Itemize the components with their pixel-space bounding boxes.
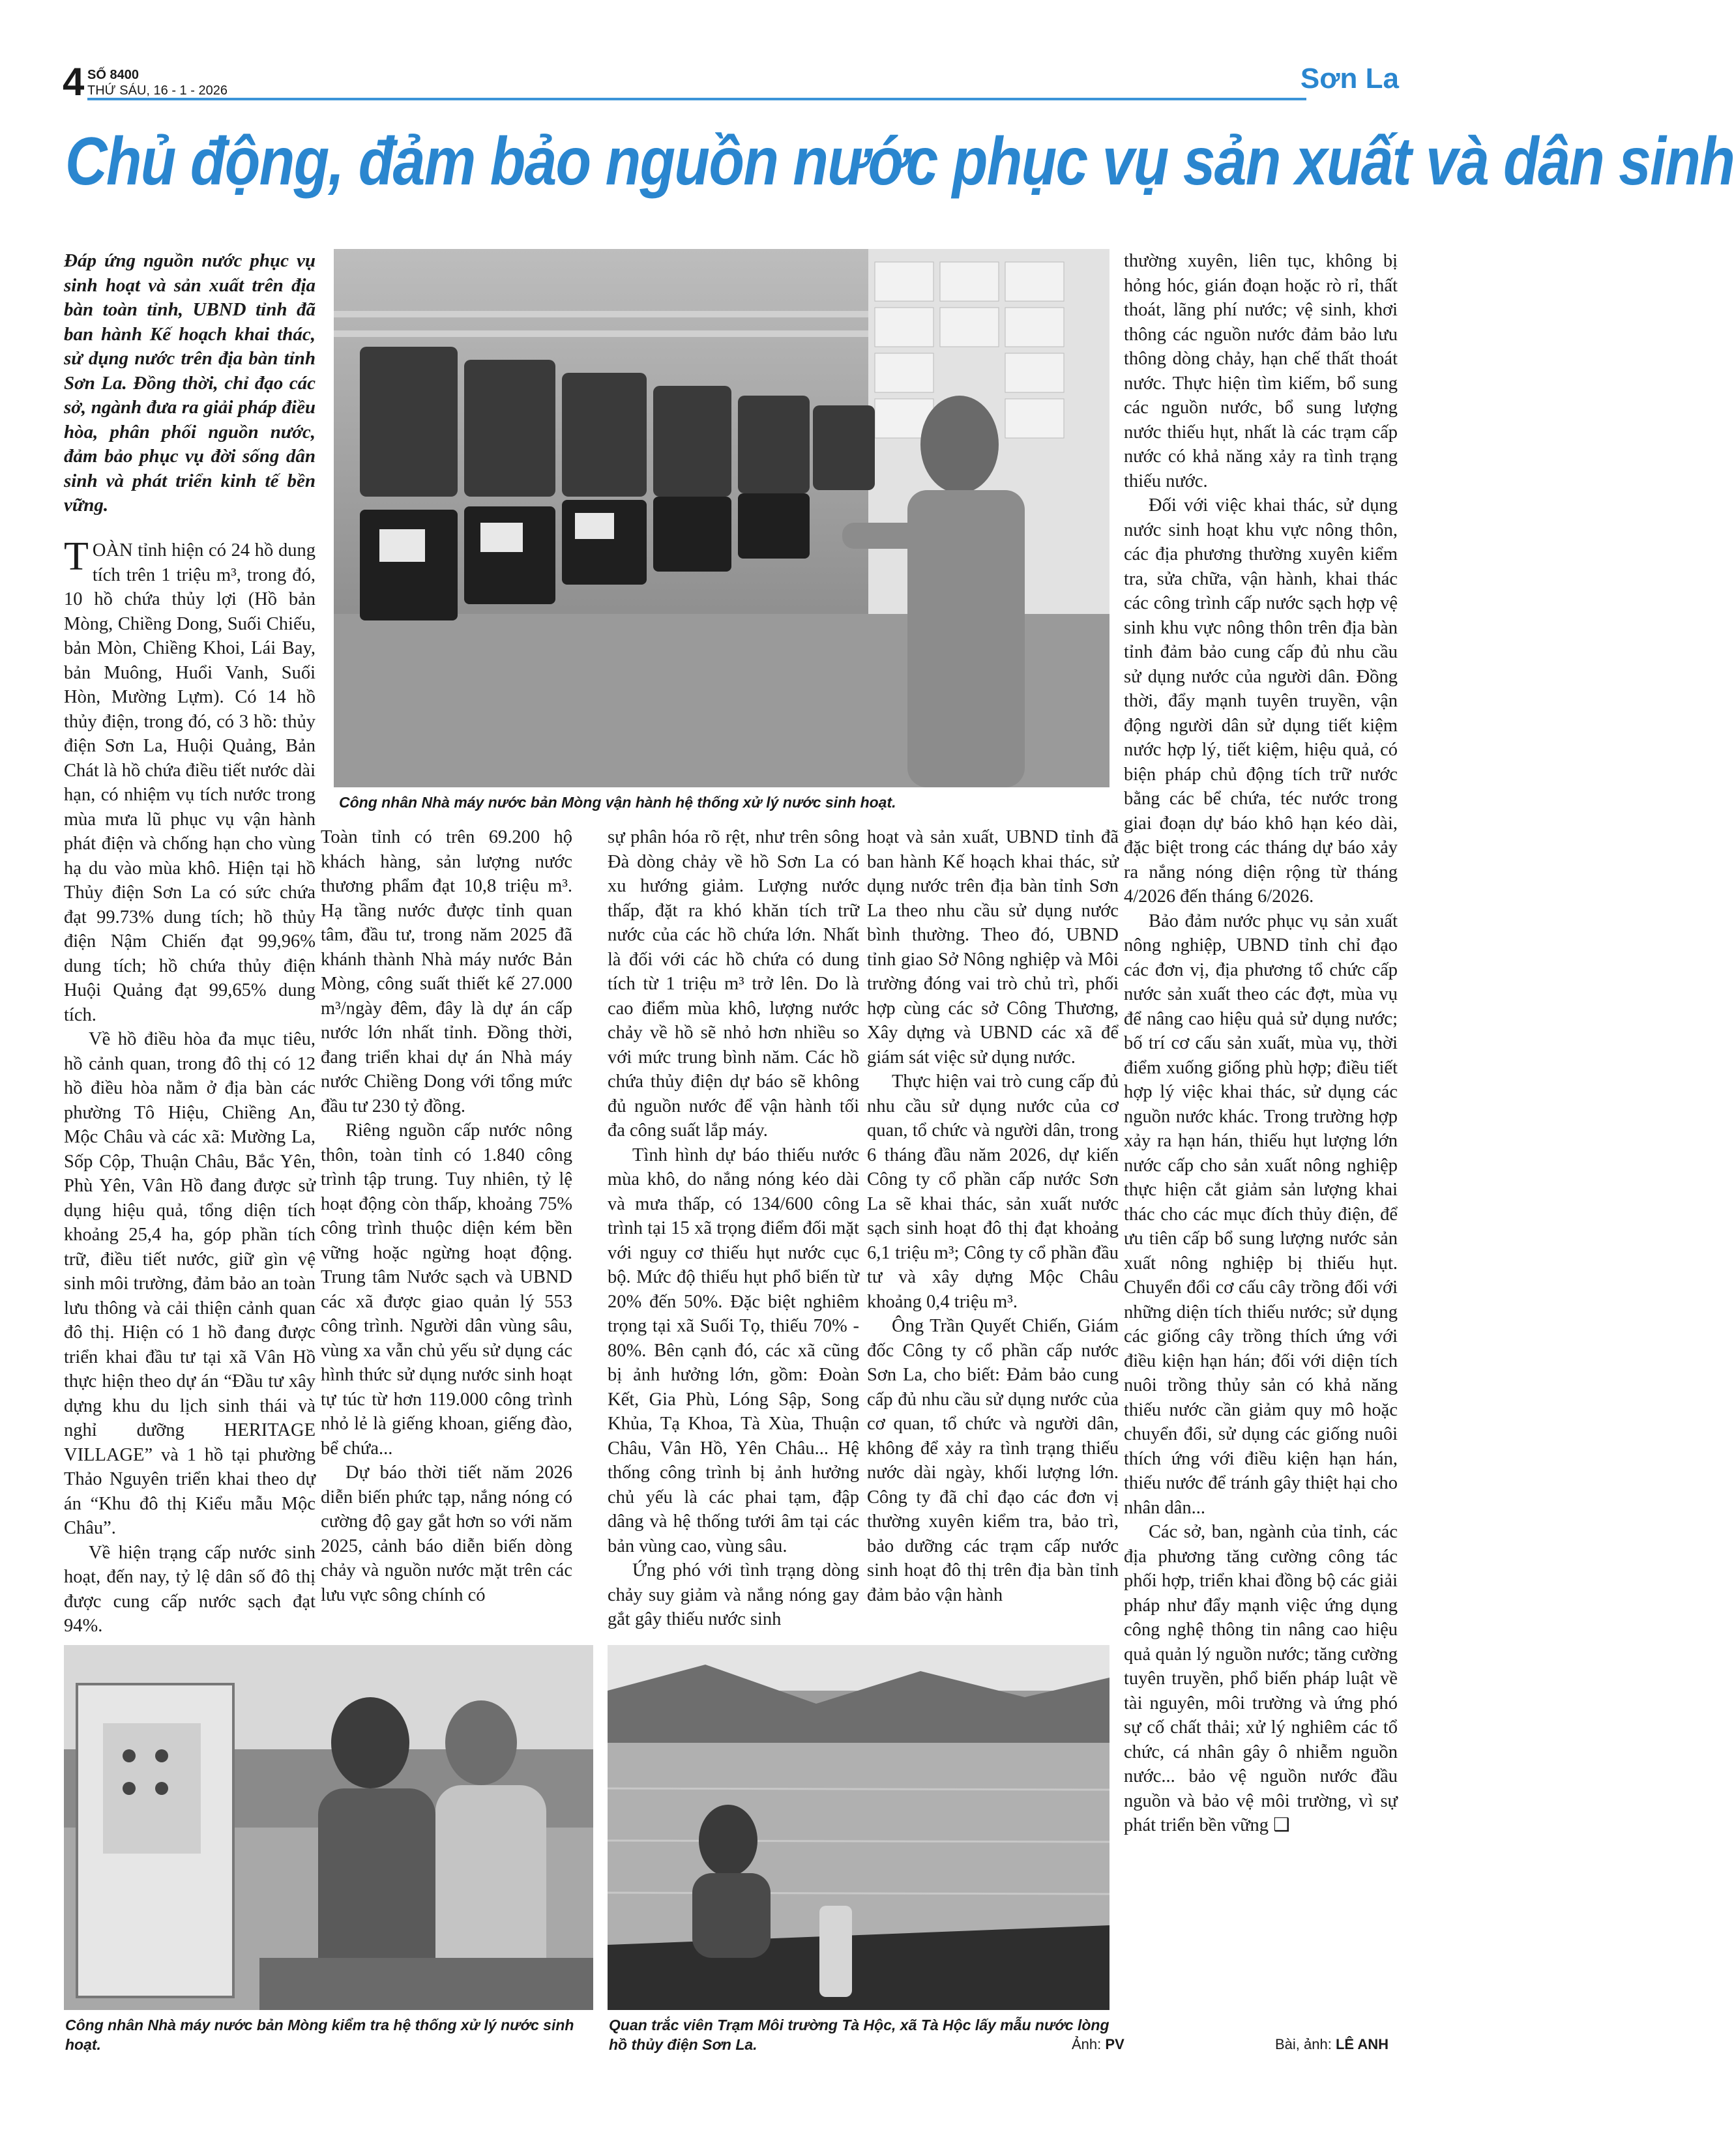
page-number: 4	[63, 60, 85, 104]
body-column-3	[608, 825, 859, 1632]
paragraph-text: OÀN tỉnh hiện có 24 hồ dung tích trên 1 triệu m³, trong đó, 10 hồ chứa thủy lợi (Hồ bản Mòng, Chiềng Dong, Suối Chiếu, bản Mòn, Chiềng Khoi, Lái Bay, bản Muông, Huổi Vanh, Suối Hòn, Mường Lựm). Có 14 hồ thủy điện, trong đó, có 3 hồ: thủy điện Sơn La, Huội Quảng, Bản Chát là hồ chứa điều tiết nước dài hạn, có nhiệm vụ tích nước trong mùa mưa lũ phục vụ vận hành phát điện và chống hạn cho vùng hạ du vào mùa khô. Hiện tại hồ Thủy điện Sơn La có sức chứa đạt 99.73% dung tích; hồ thủy điện Nậm Chiến đạt 99,96% dung tích; hồ chứa thủy điện Huội Quảng đạt 99,65% dung tích.	[64, 540, 316, 1025]
photo-caption-top: Công nhân Nhà máy nước bản Mòng vận hành hệ thống xử lý nước sinh hoạt.	[339, 794, 896, 811]
paragraph: Thực hiện vai trò cung cấp đủ nhu cầu sử dụng nước của cơ quan, tổ chức và người dân, trong 6 tháng đầu năm 2026, dự kiến Công ty cổ phần cấp nước Sơn La sẽ khai thác, sản xuất nước sạch sinh hoạt đô thị đạt khoảng 6,1 triệu m³; Công ty cổ phần đầu tư và xây dựng Mộc Châu khoảng 0,4 triệu m³.	[867, 1071, 1119, 1312]
paragraph: hoạt và sản xuất, UBND tỉnh đã ban hành Kế hoạch khai thác, sử dụng nước trên địa bàn tỉnh Sơn La theo nhu cầu sử dụng nước bình thường. Theo đó, UBND tỉnh giao Sở Nông nghiệp và Môi trường đóng vai trò chủ trì, phối hợp cùng các sở Công Thương, Xây dựng và UBND các xã để giám sát việc sử dụng nước.	[867, 827, 1119, 1068]
paragraph: Ông Trần Quyết Chiến, Giám đốc Công ty cổ phần cấp nước Sơn La, cho biết: Đảm bảo cung cấp đủ nhu cầu sử dụng nước của cơ quan, tổ chức và người dân, không để xảy ra tình trạng thiếu nước dài ngày, khối lượng lớn. Công ty đã chỉ đạo các đơn vị thường xuyên kiểm tra, bảo trì, bảo dưỡng các trạm cấp nước sinh hoạt đô thị trên địa bàn tỉnh đảm bảo vận hành	[867, 1316, 1119, 1605]
paragraph: Tình hình dự báo thiếu nước mùa khô, do nắng nóng kéo dài và mưa thấp, có 134/600 công trình tại 15 xã trọng điểm đối mặt với nguy cơ thiếu hụt nước cục bộ. Mức độ thiếu hụt phổ biến từ 20% đến 50%. Đặc biệt nghiêm trọng tại xã Suối Tọ, thiếu 70% - 80%. Bên cạnh đó, các xã cũng bị ảnh hưởng lớn, gồm: Đoàn Kết, Gia Phù, Lóng Sập, Song Khủa, Tạ Khoa, Tà Xùa, Thuận Châu, Vân Hồ, Yên Châu... Hệ thống công trình bị ảnh hưởng chủ yếu là các phai tạm, đập dâng và hệ thống tưới âm tại các bản vùng cao, vùng sâu.	[608, 1144, 859, 1556]
paragraph	[64, 534, 316, 1027]
photo-caption-bottom-right: Quan trắc viên Trạm Môi trường Tà Hộc, xã Tà Hộc lấy mẫu nước lòng hồ thủy điện Sơn La.	[609, 2017, 1109, 2053]
paragraph: Riêng nguồn cấp nước nông thôn, toàn tỉnh có 1.840 công trình tập trung. Tuy nhiên, tỷ lệ hoạt động còn thấp, khoảng 75% công trình thuộc diện kém bền vững hoặc ngừng hoạt động. Trung tâm Nước sạch và UBND các xã được giao quản lý 553 công trình. Người dân vùng sâu, vùng xa vẫn chủ yếu sử dụng các hình thức sử dụng nước sinh hoạt tự túc từ hơn 119.000 công trình nhỏ lẻ là giếng khoan, giếng đào, bể chứa...	[321, 1120, 572, 1459]
section-label: Sơn La	[1300, 63, 1399, 95]
paragraph: Bảo đảm nước phục vụ sản xuất nông nghiệp, UBND tỉnh chỉ đạo các đơn vị, địa phương tổ chức cấp nước sản xuất theo các đợt, mùa vụ để nâng cao hiệu quả sử dụng nước; bố trí cơ cấu sản xuất, mùa vụ, thời điểm xuống giống phù hợp; điều tiết hợp lý việc khai thác, sử dụng các nguồn nước khác. Trong trường hợp xảy ra hạn hán, thiếu hụt lượng lớn nước cấp cho sản xuất nông nghiệp thực hiện cắt giảm sản lượng khai thác cho các mục đích thủy điện, để ưu tiên cấp bổ sung lượng nước sản xuất nông nghiệp bị thiếu hụt. Chuyển đổi cơ cấu cây trồng đối với những diện tích thiếu nước; sử dụng các giống cây trồng thích ứng với điều kiện hạn hán; đối với diện tích nuôi trồng thủy sản có khả năng thiếu nước cần giảm quy mô hoặc chuyển đổi, sử dụng các giống nuôi thích ứng với điều kiện hạn hán, thiếu nước để tránh gây thiệt hại cho nhân dân...	[1124, 910, 1398, 1518]
paragraph: Về hồ điều hòa đa mục tiêu, hồ cảnh quan, trong đô thị có 12 hồ điều hòa nằm ở địa bàn các phường Tô Hiệu, Chiềng An, Mộc Châu và các xã: Mường La, Sốp Cộp, Thuận Châu, Bắc Yên, Phù Yên, Vân Hồ đang được sử dụng hiệu quả, tổng diện tích khoảng 25,4 ha, góp phần tích trữ, điều tiết nước, giữ gìn vệ sinh môi trường, đảm bảo an toàn lưu thông và cải thiện cảnh quan đô thị. Hiện có 1 hồ đang được triển khai đầu tư tại xã Vân Hồ thực hiện theo dự án “Đầu tư xây dựng khu du lịch sinh thái và nghỉ dưỡng HERITAGE VILLAGE” và 1 hồ tại phường Thảo Nguyên triển khai theo dự án “Khu đô thị Kiểu mẫu Mộc Châu”.	[64, 1029, 316, 1538]
issue-date: THỨ SÁU, 16 - 1 - 2026	[87, 83, 228, 98]
paragraph: thường xuyên, liên tục, không bị hỏng hóc, gián đoạn hoặc rò rỉ, thất thoát, lãng phí nước; vệ sinh, khơi thông các nguồn nước đảm bảo lưu thông dòng chảy, hạn chế thất thoát nước. Thực hiện tìm kiếm, bổ sung các nguồn nước, bổ sung lượng nước thiếu hụt, nhất là các trạm cấp nước có khả năng xảy ra tình trạng thiếu nước.	[1124, 251, 1398, 491]
photo-water-sampling-lake	[608, 1645, 1109, 2010]
paragraph: Ứng phó với tình trạng dòng chảy suy giảm và nắng nóng gay gắt gây thiếu nước sinh	[608, 1560, 859, 1629]
paragraph: Các sở, ban, ngành của tỉnh, các địa phương tăng cường công tác phối hợp, triển khai đồng bộ các giải pháp như đẩy mạnh việc ứng dụng công nghệ thông tin nâng cao hiệu quả quản lý nguồn nước; tăng cường tuyên truyền, phổ biến pháp luật về tài nguyên, môi trường và ứng phó sự cố chất thải; xử lý nghiêm các tổ chức, cá nhân gây ô nhiễm nguồn nước... bảo vệ nguồn nước đầu nguồn và bảo vệ môi trường, vì sự phát triển bền vững ❑	[1124, 1522, 1398, 1835]
body-column-4	[867, 825, 1119, 1607]
photo-water-plant-operator	[334, 249, 1109, 787]
photo-caption-bottom-left: Công nhân Nhà máy nước bản Mòng kiểm tra hệ thống xử lý nước sinh hoạt.	[65, 2017, 574, 2053]
issue-number: SỐ 8400	[87, 68, 139, 82]
header-rule	[87, 98, 1306, 100]
lead-paragraph: Đáp ứng nguồn nước phục vụ sinh hoạt và sản xuất trên địa bàn toàn tỉnh, UBND tỉnh đã ban hành Kế hoạch khai thác, sử dụng nước trên địa bàn tỉnh Sơn La. Đồng thời, chỉ đạo các sở, ngành đưa ra giải pháp điều hòa, phân phối nguồn nước, đảm bảo phục vụ đời sống dân sinh và phát triển kinh tế bền vững.	[64, 250, 316, 516]
byline	[1275, 2036, 1389, 2053]
body-column-1	[64, 534, 316, 1639]
byline-author: LÊ ANH	[1335, 2036, 1389, 2052]
paragraph: Dự báo thời tiết năm 2026 diễn biến phức tạp, nắng nóng có cường độ gay gắt hơn so với năm 2025, cảnh báo diễn biến dòng chảy và nguồn nước mặt trên các lưu vực sông chính có	[321, 1463, 572, 1605]
body-column-2	[321, 825, 572, 1607]
paragraph: Về hiện trạng cấp nước sinh hoạt, đến nay, tỷ lệ dân số đô thị được cung cấp nước sạch đạt 94%.	[64, 1542, 316, 1636]
paragraph: sự phân hóa rõ rệt, như trên sông Đà dòng chảy về hồ Sơn La có xu hướng giảm. Lượng nước thấp, đặt ra khó khăn tích trữ nước của các hồ chứa lớn. Nhất là đối với các hồ chứa có dung tích từ 1 triệu m³ trở lên. Do là cao điểm mùa khô, lượng nước chảy về hồ sẽ nhỏ hơn nhiều so với mức trung bình năm. Các hồ chứa thủy điện dự báo sẽ không đủ nguồn nước để vận hành tối đa công suất lắp máy.	[608, 827, 859, 1141]
photo-credit-name: PV	[1105, 2036, 1124, 2052]
byline-label: Bài, ảnh:	[1275, 2036, 1332, 2052]
paragraph: Toàn tỉnh có trên 69.200 hộ khách hàng, sản lượng nước thương phẩm đạt 10,8 triệu m³. Hạ tầng nước được tỉnh quan tâm, đầu tư, trong năm 2025 đã khánh thành Nhà máy nước Bản Mòng, công suất thiết kế 27.000 m³/ngày đêm, đây là dự án cấp nước lớn nhất tỉnh. Đồng thời, đang triển khai dự án Nhà máy nước Chiềng Dong với tổng mức đầu tư 230 tỷ đồng.	[321, 827, 572, 1116]
photo-credit	[1072, 2036, 1124, 2053]
drop-cap: T	[64, 534, 89, 579]
paragraph: Đối với việc khai thác, sử dụng nước sinh hoạt khu vực nông thôn, các địa phương thường xuyên kiểm tra, sửa chữa, vận hành, khai thác các công trình cấp nước sạch hợp vệ sinh khu vực nông thôn trên địa bàn tỉnh đảm bảo cung cấp đủ nhu cầu sử dụng nước của người dân. Đồng thời, đẩy mạnh tuyên truyền, vận động người dân sử dụng tiết kiệm nước hợp lý, tiết kiệm, hiệu quả, có biện pháp chủ động tích trữ nước bằng các bể chứa, téc nước trong giai đoạn dự báo khô hạn kéo dài, đặc biệt trong các tháng dự báo xảy ra nắng nóng diện rộng từ tháng 4/2026 đến tháng 6/2026.	[1124, 495, 1398, 907]
photo-control-panel-check	[64, 1645, 593, 2010]
page-title: Chủ động, đảm bảo nguồn nước phục vụ sản xuất và dân sinh	[65, 124, 1734, 199]
photo-credit-label: Ảnh:	[1072, 2036, 1102, 2052]
body-column-5	[1124, 249, 1398, 1838]
